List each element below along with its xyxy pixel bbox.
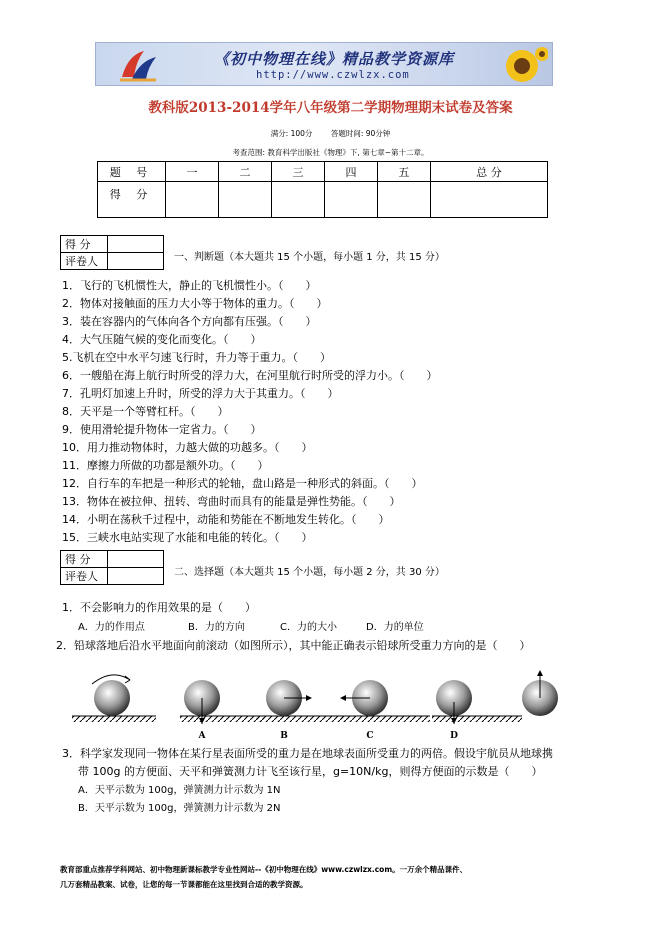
choice-question-1: 1．不会影响力的作用效果的是（ ） (62, 601, 256, 614)
judge-question: 6．一艘船在海上航行时所受的浮力大，在河里航行时所受的浮力小。（ ） (62, 369, 438, 382)
score-header-cell: 二 (218, 162, 271, 182)
score-header-cell: 总 分 (430, 162, 547, 182)
choice-option: C．力的大小 (280, 622, 337, 633)
score-cell[interactable] (430, 182, 547, 218)
section1-heading: 一、判断题（本大题共 15 个小题，每小题 1 分，共 15 分） (174, 252, 445, 263)
score-cell[interactable] (377, 182, 430, 218)
score-header-cell: 五 (377, 162, 430, 182)
page-title: 教科版2013-2014学年八年级第二学期物理期末试卷及答案 (148, 100, 513, 116)
section2-score-box (60, 550, 164, 585)
score-box-label: 得 分 (61, 551, 108, 568)
judge-question: 8．天平是一个等臂杠杆。（ ） (62, 405, 229, 418)
judge-question: 7．孔明灯加速上升时，所受的浮力大于其重力。（ ） (62, 387, 339, 400)
judge-question: 2．物体对接触面的压力大小等于物体的重力。（ ） (62, 297, 328, 310)
choice-option: B．力的方向 (188, 622, 245, 633)
score-cell[interactable] (271, 182, 324, 218)
section2-heading: 二、选择题（本大题共 15 个小题，每小题 2 分，共 30 分） (174, 567, 445, 578)
exam-scope: 考查范围: 教育科学出版社《物理》下, 第七章~第十二章。 (232, 148, 429, 157)
score-header-cell: 四 (324, 162, 377, 182)
choice-option: A．力的作用点 (78, 622, 145, 633)
score-box-value[interactable] (108, 236, 164, 253)
choice-question-2: 2．铅球落地后沿水平地面向前滚动（如图所示），其中能正确表示铅球所受重力方向的是（ ） (56, 639, 531, 652)
grader-box-label: 评卷人 (61, 253, 108, 270)
banner-site-name: 《初中物理在线》精品教学资源库 (214, 50, 455, 68)
site-logo-icon (118, 47, 158, 83)
judge-question: 5.飞机在空中水平匀速飞行时，升力等于重力。（ ） (62, 351, 331, 364)
score-cell[interactable] (166, 182, 219, 218)
score-row-label: 得 分 (98, 182, 166, 218)
grader-box-label: 评卷人 (61, 568, 108, 585)
section1-score-box (60, 235, 164, 270)
rolling-ball-figure (70, 666, 570, 746)
option-b-ball (266, 680, 312, 716)
score-cell[interactable] (324, 182, 377, 218)
choice-option: B．天平示数为 100g，弹簧测力计示数为 2N (78, 803, 281, 814)
exam-time: 答题时间: 90分钟 (330, 129, 391, 138)
option-e-ball (522, 670, 558, 716)
exam-meta (0, 128, 661, 139)
judge-question: 4．大气压随气候的变化而变化。（ ） (62, 333, 262, 346)
reference-ball (92, 675, 130, 716)
footer-line: 教育部重点推荐学科网站、初中物理新课标教学专业性网站--《初中物理在线》www.czwlzx.com。一万余个精品课件、 (60, 865, 468, 874)
full-score: 满分: 100分 (270, 129, 313, 138)
score-table (97, 161, 548, 218)
judge-question: 1．飞行的飞机惯性大，静止的飞机惯性小。（ ） (62, 279, 317, 292)
figure-label-b: B (280, 731, 288, 741)
site-banner (95, 42, 553, 86)
score-header-cell: 三 (271, 162, 324, 182)
judge-question: 11．摩擦力所做的功都是额外功。（ ） (62, 459, 269, 472)
score-box-label: 得 分 (61, 236, 108, 253)
choice-question-3-line1: 3．科学家发现同一物体在某行星表面所受的重力是在地球表面所受重力的两倍。假设宇航员从地球携 (62, 747, 553, 760)
choice-question-3-line2: 带 100g 的方便面、天平和弹簧测力计飞至该行星，g=10N/kg，则得方便面的示数是（ ） (78, 765, 543, 778)
judge-question: 12．自行车的车把是一种形式的轮轴，盘山路是一种形式的斜面。（ ） (62, 477, 423, 490)
choice-option: A．天平示数为 100g，弹簧测力计示数为 1N (78, 785, 281, 796)
banner-url: http://www.czwlzx.com (256, 69, 410, 81)
judge-question: 3．装在容器内的气体向各个方向都有压强。（ ） (62, 315, 317, 328)
judge-question: 14．小明在荡秋千过程中，动能和势能在不断地发生转化。（ ） (62, 513, 390, 526)
sunflower-icon (492, 46, 548, 84)
page-footer (60, 862, 608, 892)
footer-line: 几万套精品教案、试卷，让您的每一节课都能在这里找到合适的教学资源。 (60, 880, 308, 889)
score-header-cell: 题 号 (98, 162, 166, 182)
score-cell[interactable] (218, 182, 271, 218)
judge-question: 10．用力推动物体时，力越大做的功越多。（ ） (62, 441, 313, 454)
judge-question: 15．三峡水电站实现了水能和电能的转化。（ ） (62, 531, 313, 544)
judge-question: 9．使用滑轮提升物体一定省力。（ ） (62, 423, 262, 436)
option-c-ball (340, 680, 388, 716)
judge-question: 13．物体在被拉伸、扭转、弯曲时而具有的能量是弹性势能。（ ） (62, 495, 401, 508)
score-header-cell: 一 (166, 162, 219, 182)
choice-option: D．力的单位 (366, 622, 424, 633)
grader-box-value[interactable] (108, 253, 164, 270)
figure-label-c: C (366, 731, 374, 741)
figure-label-d: D (450, 731, 458, 741)
grader-box-value[interactable] (108, 568, 164, 585)
figure-label-a: A (198, 731, 206, 741)
score-box-value[interactable] (108, 551, 164, 568)
